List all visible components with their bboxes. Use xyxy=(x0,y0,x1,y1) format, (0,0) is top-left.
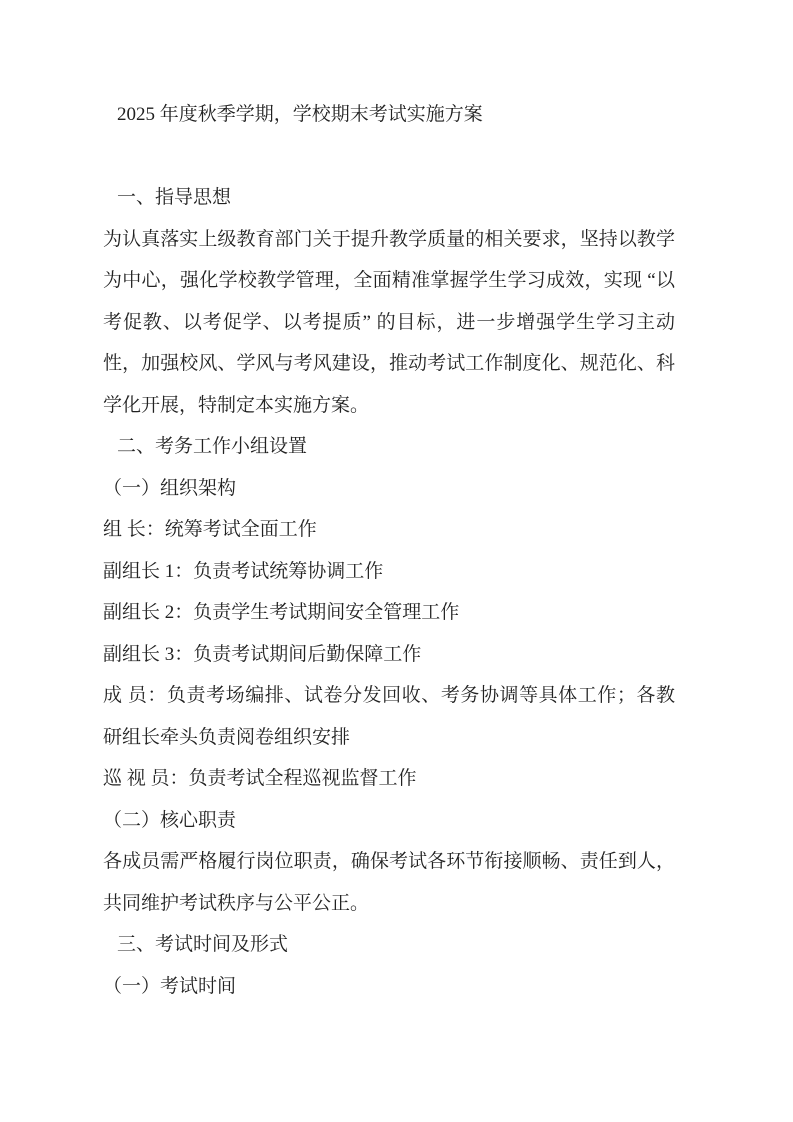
paragraph-line: 为认真落实上级教育部门关于提升教学质量的相关要求，坚持以教学 xyxy=(103,228,675,250)
role-line-member: 成 员：负责考场编排、试卷分发回收、考务协调等具体工作；各教 xyxy=(103,685,675,706)
subsection-heading-org-structure: （一）组织架构 xyxy=(103,477,237,499)
role-line-deputy-1: 副组长 1：负责考试统筹协调工作 xyxy=(103,560,384,582)
role-line-member-continuation: 研组长牵头负责阅卷组织安排 xyxy=(103,726,351,748)
subsection-heading-exam-time: （一）考试时间 xyxy=(103,975,237,997)
section-heading-exam-committee: 二、考务工作小组设置 xyxy=(117,436,308,457)
document-content xyxy=(103,94,675,1007)
document-title: 2025 年度秋季学期，学校期末考试实施方案 xyxy=(117,104,483,125)
role-line-deputy-2: 副组长 2：负责学生考试期间安全管理工作 xyxy=(103,602,460,623)
paragraph-line: 为中心，强化学校教学管理，全面精准掌握学生学习成效，实现 “以 xyxy=(103,270,675,291)
section-heading-guiding-ideology: 一、指导思想 xyxy=(117,187,232,208)
paragraph-line: 共同维护考试秩序与公平公正。 xyxy=(103,892,370,914)
role-line-leader: 组 长：统筹考试全面工作 xyxy=(103,519,317,540)
section-heading-exam-time-format: 三、考试时间及形式 xyxy=(117,934,289,955)
subsection-heading-core-duties: （二）核心职责 xyxy=(103,809,237,831)
paragraph-line: 考促教、以考促学、以考提质” 的目标，进一步增强学生学习主动 xyxy=(103,311,675,333)
role-line-inspector: 巡 视 员：负责考试全程巡视监督工作 xyxy=(103,768,417,789)
paragraph-line: 各成员需严格履行岗位职责，确保考试各环节衔接顺畅、责任到人， xyxy=(103,851,675,872)
role-line-deputy-3: 副组长 3：负责考试期间后勤保障工作 xyxy=(103,643,422,665)
paragraph-line: 性，加强校风、学风与考风建设，推动考试工作制度化、规范化、科 xyxy=(103,353,675,374)
paragraph-line: 学化开展，特制定本实施方案。 xyxy=(103,394,370,416)
